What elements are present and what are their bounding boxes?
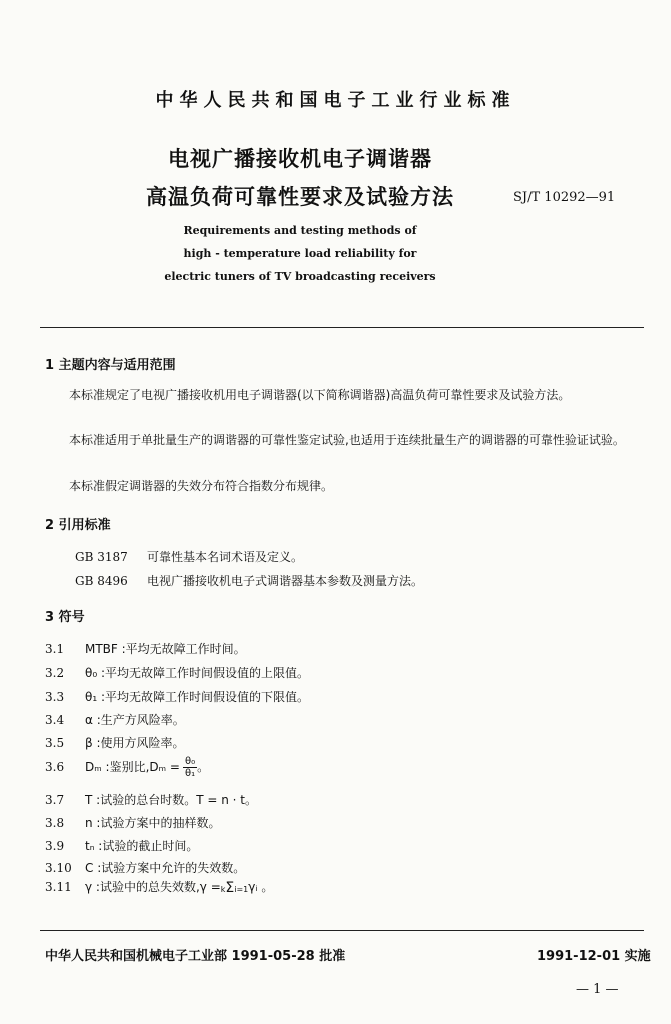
reference-item: GB 3187 可靠性基本名词术语及定义。 <box>75 550 304 564</box>
symbol-item: 3.5 β :使用方风险率。 <box>45 736 185 750</box>
issuing-organization: 中华人民共和国电子工业行业标准 <box>155 90 516 111</box>
reference-item: GB 8496 电视广播接收机电子式调谐器基本参数及测量方法。 <box>75 574 424 588</box>
header-divider <box>40 327 644 328</box>
standard-code: SJ/T 10292—91 <box>513 190 616 205</box>
symbol-item: 3.7 T :试验的总台时数。T = n · t。 <box>45 793 257 807</box>
document-title-line1: 电视广播接收机电子调谐器 <box>168 147 432 171</box>
symbol-item: 3.9 tₙ :试验的截止时间。 <box>45 839 199 853</box>
section1-paragraph: 本标准适用于单批量生产的调谐器的可靠性鉴定试验,也适用于连续批量生产的调谐器的可靠性验证试验。 <box>69 433 625 447</box>
section2-heading: 2 引用标准 <box>45 518 111 533</box>
english-title-line1: Requirements and testing methods of <box>183 224 417 237</box>
page-number: — 1 — <box>576 982 619 997</box>
symbol-item-sum: 3.11 γ :试验中的总失效数,γ =kΣi=1γᵢ 。 <box>45 879 274 896</box>
summation: kΣi=1 <box>220 879 249 896</box>
section1-paragraph: 本标准规定了电视广播接收机用电子调谐器(以下简称调谐器)高温负荷可靠性要求及试验方法。 <box>69 388 571 402</box>
symbol-item: 3.1 MTBF :平均无故障工作时间。 <box>45 642 246 656</box>
english-title-line2: high - temperature load reliability for <box>183 247 417 260</box>
section3-heading: 3 符号 <box>45 610 85 625</box>
section1-paragraph: 本标准假定调谐器的失效分布符合指数分布规律。 <box>69 479 334 493</box>
section1-heading: 1 主题内容与适用范围 <box>45 358 176 373</box>
document-title-line2: 高温负荷可靠性要求及试验方法 <box>146 185 454 209</box>
implementation-date: 1991-12-01 实施 <box>537 949 651 964</box>
footer-divider <box>40 930 644 931</box>
fraction: $\frac{\text{θ₀}}{\text{θ₁}}$ <box>184 756 196 779</box>
symbol-item-ratio: 3.6 Dₘ :鉴别比,Dₘ = $\frac{\text{θ₀}}{\text{θ₁}}$ 。 <box>45 756 210 779</box>
symbol-item: 3.4 α :生产方风险率。 <box>45 713 185 727</box>
symbol-item: 3.2 θ₀ :平均无故障工作时间假设值的上限值。 <box>45 666 310 680</box>
symbol-item: 3.8 n :试验方案中的抽样数。 <box>45 816 221 830</box>
approval-info: 中华人民共和国机械电子工业部 1991-05-28 批准 <box>45 949 346 964</box>
english-title-line3: electric tuners of TV broadcasting receivers <box>164 270 436 283</box>
symbol-item: 3.10 C :试验方案中允许的失效数。 <box>45 861 246 875</box>
symbol-item: 3.3 θ₁ :平均无故障工作时间假设值的下限值。 <box>45 690 310 704</box>
